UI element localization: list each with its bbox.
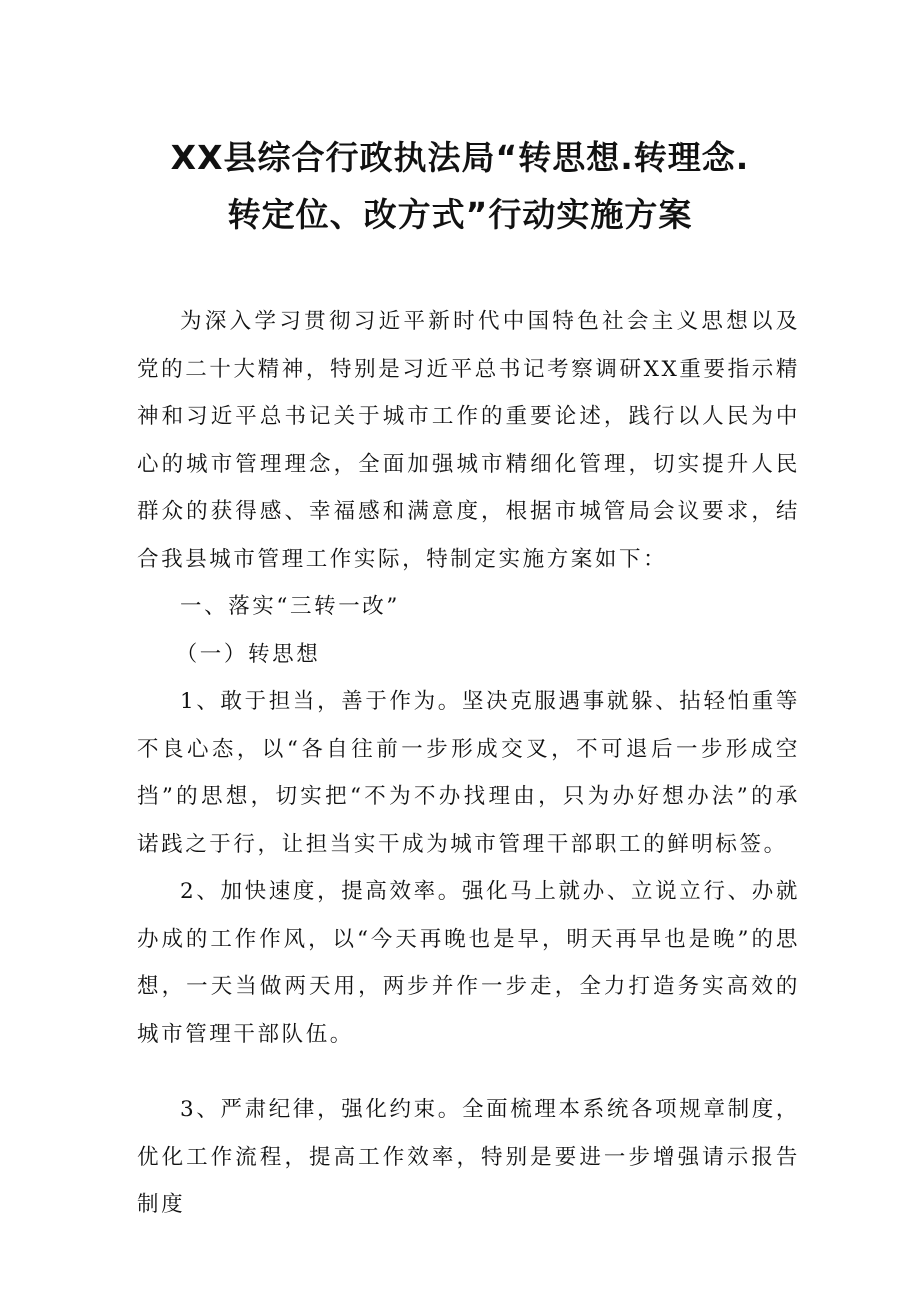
intro-paragraph: 为深入学习贯彻习近平新时代中国特色社会主义思想以及党的二十大精神，特别是习近平总书记考察调研XX重要指示精神和习近平总书记关于城市工作的重要论述，践行以人民为中心的城市管理理念，全面加强城市精细化管理，切实提升人民群众的获得感、幸福感和满意度，根据市城管局会议要求，结合我县城市管理工作实际，特制定实施方案如下： — [137, 309, 800, 572]
subsection-heading: （一）转思想 — [175, 642, 321, 667]
document-title-line-2: 转定位、改方式”行动实施方案 — [227, 195, 693, 234]
paragraph-item-3: 3、严肃纪律，强化约束。全面梳理本系统各项规章制度，优化工作流程，提高工作效率，特别是要进一步增强请示报告制度 — [137, 1097, 800, 1217]
section-heading: 一、落实“三转一改” — [180, 594, 400, 619]
paragraph-item-1: 1、敢于担当，善于作为。坚决克服遇事就躲、拈轻怕重等不良心态，以“各自往前一步形成交叉，不可退后一步形成空挡”的思想，切实把“不为不办找理由，只为办好想办法”的承诺践之于行，让担当实干成为城市管理干部职工的鲜明标签。 — [137, 689, 800, 857]
paragraph-item-2: 2、加快速度，提高效率。强化马上就办、立说立行、办就办成的工作作风，以“今天再晚也是早，明天再早也是晚”的思想，一天当做两天用，两步并作一步走，全力打造务实高效的城市管理干部队伍。 — [137, 879, 800, 1047]
document-title-line-1: XX县综合行政执法局“转思想.转理念. — [170, 138, 750, 177]
